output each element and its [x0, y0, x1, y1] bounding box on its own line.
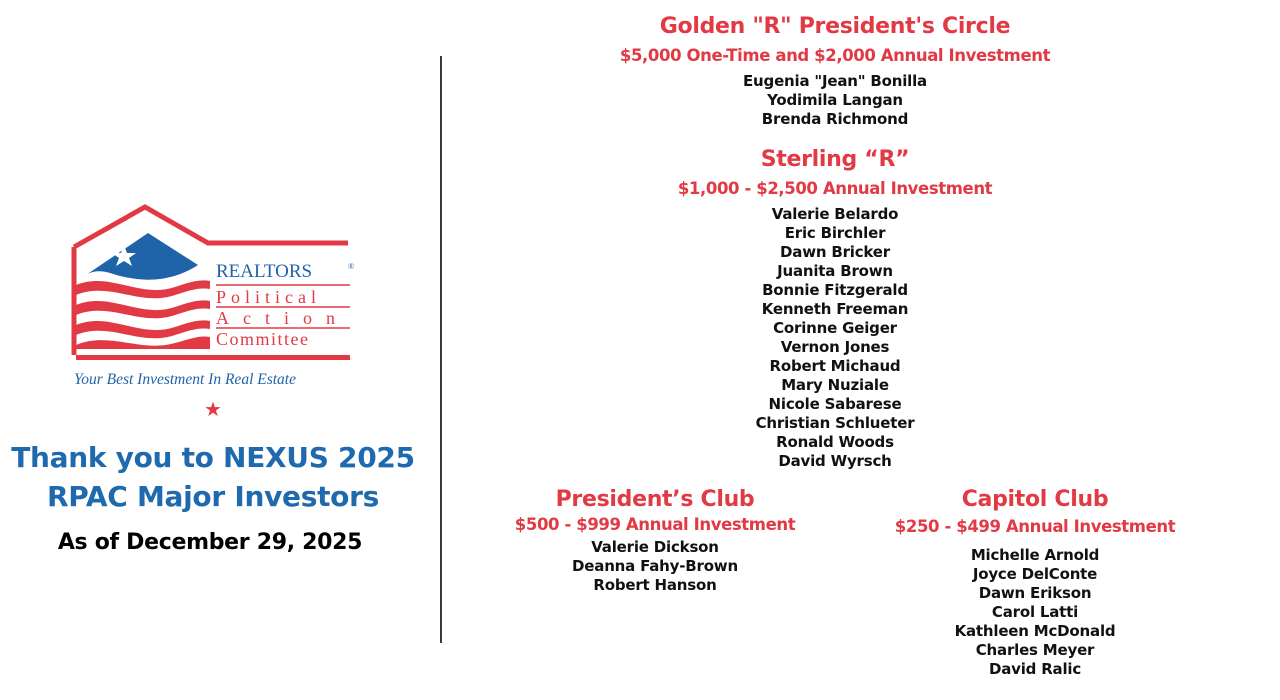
svg-text:REALTORS: REALTORS	[216, 261, 313, 282]
investor-name: Michelle Arnold	[970, 546, 1100, 564]
investor-name: Eugenia "Jean" Bonilla	[743, 72, 927, 90]
page-title	[0, 438, 426, 516]
investor-name: Valerie Dickson	[591, 538, 719, 556]
tier-capitol-club	[850, 486, 1220, 679]
investor-name: Vernon Jones	[780, 338, 890, 356]
investor-list	[560, 72, 1110, 129]
investor-name: Mary Nuziale	[781, 376, 889, 394]
investor-list	[560, 205, 1110, 471]
blue-field	[86, 233, 198, 280]
investor-list	[470, 538, 840, 595]
investor-name: Robert Hanson	[593, 576, 717, 594]
investor-name: Juanita Brown	[777, 262, 893, 280]
tier-sterling-r	[560, 145, 1110, 471]
investor-name: Corinne Geiger	[773, 319, 897, 337]
rpac-logo	[70, 203, 360, 393]
investor-name: Christian Schlueter	[755, 414, 915, 432]
tier-amount: $1,000 - $2,500 Annual Investment	[677, 179, 993, 198]
tier-title: Capitol Club	[961, 487, 1109, 512]
investor-name: Deanna Fahy-Brown	[572, 557, 738, 575]
investor-name: Kenneth Freeman	[761, 300, 909, 318]
investor-name: Yodimila Langan	[767, 91, 903, 109]
tier-amount: $250 - $499 Annual Investment	[894, 517, 1176, 536]
investor-name: Eric Birchler	[784, 224, 886, 242]
investor-name: Robert Michaud	[769, 357, 901, 375]
investor-name: Dawn Erikson	[978, 584, 1092, 602]
tier-presidents-club	[470, 486, 840, 595]
vertical-divider	[440, 56, 442, 643]
investor-name: David Ralic	[988, 660, 1082, 678]
investor-name: Charles Meyer	[975, 641, 1095, 659]
investor-name: Brenda Richmond	[761, 110, 909, 128]
investor-name: Dawn Bricker	[780, 243, 890, 261]
tier-amount: $500 - $999 Annual Investment	[514, 515, 796, 534]
investor-name: Nicole Sabarese	[768, 395, 902, 413]
svg-text:Committee: Committee	[216, 329, 310, 349]
investor-name: Carol Latti	[991, 603, 1079, 621]
investor-name: David Wyrsch	[778, 452, 892, 470]
headline-line-1: Thank you to NEXUS 2025	[11, 441, 415, 474]
left-panel	[0, 0, 440, 700]
tier-title: Golden "R" President's Circle	[659, 14, 1011, 39]
svg-text:®: ®	[348, 262, 355, 271]
investor-name: Ronald Woods	[776, 433, 894, 451]
tier-amount: $5,000 One-Time and $2,000 Annual Investment	[619, 46, 1051, 65]
svg-text:Your Best Investment In Real E: Your Best Investment In Real Estate	[74, 371, 296, 388]
investor-list	[850, 546, 1220, 679]
as-of-date: As of December 29, 2025	[57, 530, 363, 555]
investor-name: Bonnie Fitzgerald	[762, 281, 908, 299]
tier-title: Sterling “R”	[760, 147, 910, 172]
investor-name: Kathleen McDonald	[954, 622, 1116, 640]
svg-text:Political: Political	[216, 287, 321, 307]
svg-text:Action: Action	[216, 308, 349, 328]
tier-title: President’s Club	[555, 487, 755, 512]
investor-name: Joyce DelConte	[972, 565, 1098, 583]
tier-golden-r	[560, 12, 1110, 129]
accent-star-icon: ★	[204, 397, 222, 421]
investor-name: Valerie Belardo	[771, 205, 899, 223]
headline-line-2: RPAC Major Investors	[47, 480, 379, 513]
